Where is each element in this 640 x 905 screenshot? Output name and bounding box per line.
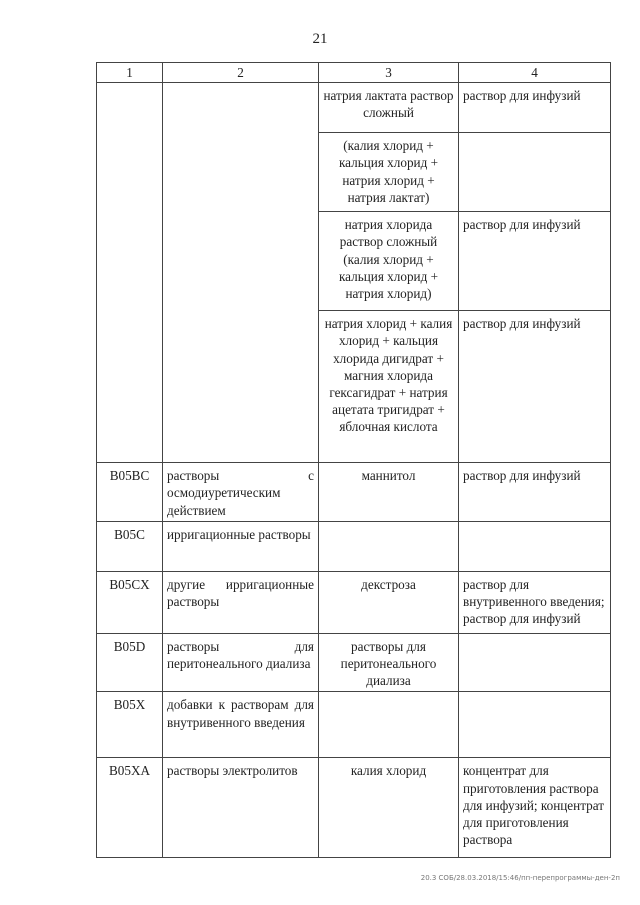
- group-cell: растворы с осмодиуретическим действием: [163, 463, 319, 522]
- group-cell: ирригационные растворы: [163, 521, 319, 571]
- inn-cell: натрия хлорид + калия хлорид + кальция хлорида дигидрат + магния хлорида гексагидрат + натрия ацетата тригидрат + яблочная кислота: [319, 311, 459, 463]
- form-cell: [459, 133, 611, 212]
- table-row: [97, 83, 611, 133]
- table-row: [97, 463, 611, 522]
- form-cell: [459, 521, 611, 571]
- page-number: 21: [312, 31, 328, 47]
- group-cell: растворы для перитонеального диализа: [163, 633, 319, 692]
- code-cell: B05XA: [97, 758, 163, 858]
- code-cell: B05X: [97, 692, 163, 758]
- table-row: [97, 571, 611, 633]
- form-cell: раствор для внутривенного введения; раствор для инфузий: [459, 571, 611, 633]
- form-cell: [459, 633, 611, 692]
- table-row: [97, 758, 611, 858]
- inn-cell: [319, 521, 459, 571]
- column-header-4: 4: [459, 63, 611, 83]
- form-cell: раствор для инфузий: [459, 311, 611, 463]
- inn-cell: декстроза: [319, 571, 459, 633]
- code-cell: B05BC: [97, 463, 163, 522]
- footer-stamp: 20.3 СОБ/28.03.2018/15:46/пп-перепрограммы-ден-2п: [420, 874, 620, 882]
- form-cell: раствор для инфузий: [459, 83, 611, 133]
- code-cell: B05CX: [97, 571, 163, 633]
- table-row: [97, 692, 611, 758]
- table-row: [97, 633, 611, 692]
- group-cell: [163, 83, 319, 463]
- column-header-3: 3: [319, 63, 459, 83]
- inn-cell: натрия лактата раствор сложный: [319, 83, 459, 133]
- inn-cell: [319, 692, 459, 758]
- inn-cell: растворы для перитонеального диализа: [319, 633, 459, 692]
- group-cell: растворы электролитов: [163, 758, 319, 858]
- column-header-1: 1: [97, 63, 163, 83]
- inn-cell: маннитол: [319, 463, 459, 522]
- form-cell: [459, 692, 611, 758]
- table-row: [97, 521, 611, 571]
- code-cell: [97, 83, 163, 463]
- inn-cell: (калия хлорид + кальция хлорид + натрия хлорид + натрия лактат): [319, 133, 459, 212]
- form-cell: раствор для инфузий: [459, 212, 611, 311]
- table-header-row: [97, 63, 611, 83]
- drug-list-table: [96, 62, 611, 858]
- group-cell: добавки к растворам для внутривенного введения: [163, 692, 319, 758]
- code-cell: B05D: [97, 633, 163, 692]
- form-cell: концентрат для приготовления раствора для инфузий; концентрат для приготовления раствора: [459, 758, 611, 858]
- code-cell: B05C: [97, 521, 163, 571]
- inn-cell: натрия хлорида раствор сложный (калия хлорид + кальция хлорид + натрия хлорид): [319, 212, 459, 311]
- form-cell: раствор для инфузий: [459, 463, 611, 522]
- inn-cell: калия хлорид: [319, 758, 459, 858]
- group-cell: другие ирригационные растворы: [163, 571, 319, 633]
- column-header-2: 2: [163, 63, 319, 83]
